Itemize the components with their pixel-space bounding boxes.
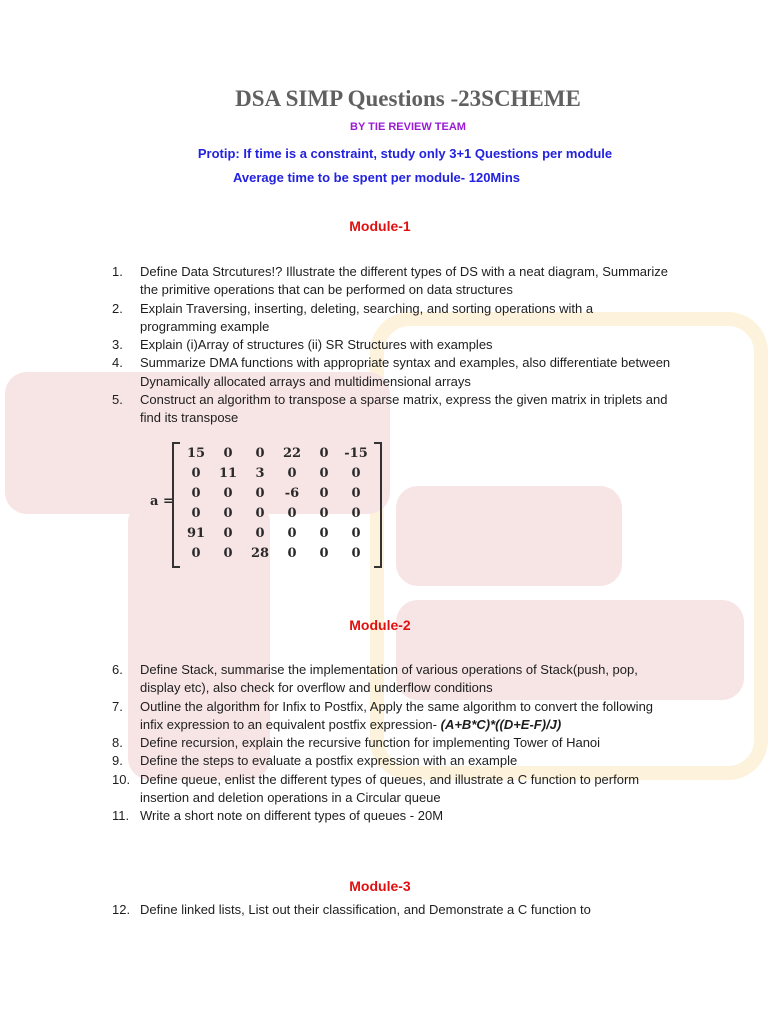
matrix-cell: 0	[319, 466, 329, 481]
question-number: 9.	[112, 753, 123, 769]
question-text: Define linked lists, List out their classification, and Demonstrate a C function to	[140, 902, 591, 917]
matrix-cell: 0	[319, 506, 329, 521]
question-text: Define queue, enlist the different types of queues, and illustrate a C function to perform insertion and deletion operations in a Circular queue	[140, 771, 640, 806]
matrix-cell: -15	[344, 446, 368, 461]
matrix-cell: 0	[287, 526, 297, 541]
question-text: Summarize DMA functions with appropriate syntax and examples, also differentiate between Dynamically allocated arrays and multidimensional arrays	[140, 355, 671, 389]
list-item	[112, 752, 672, 770]
matrix-cell: 15	[186, 446, 206, 461]
matrix-grid	[180, 444, 372, 564]
module-2-heading: Module-2	[349, 617, 411, 633]
list-item	[112, 661, 672, 698]
matrix-cell: 0	[319, 546, 329, 561]
question-number: 11.	[112, 808, 130, 824]
list-item	[112, 336, 672, 354]
question-number: 7.	[112, 698, 123, 714]
matrix-cell: 11	[218, 466, 238, 481]
question-text: Define Data Strcutures!? Illustrate the different types of DS with a neat diagram, Summarize the primitive operations that can be performed on data structures	[140, 264, 668, 298]
infix-expression: (A+B*C)*((D+E-F)/J)	[440, 716, 562, 732]
matrix-cell: 0	[191, 486, 201, 501]
matrix-cell: 0	[351, 506, 361, 521]
question-text	[140, 698, 672, 735]
question-text: Define recursion, explain the recursive function for implementing Tower of Hanoi	[140, 735, 601, 751]
module-3-heading: Module-3	[349, 878, 411, 894]
byline: BY TIE REVIEW TEAM	[350, 121, 466, 133]
question-number: 6.	[112, 662, 123, 677]
matrix-cell: 0	[191, 506, 201, 521]
question-text: Explain Traversing, inserting, deleting, searching, and sorting operations with a programming example	[140, 300, 594, 334]
matrix-cell: 0	[351, 546, 361, 561]
question-text-body: Outline the algorithm for Infix to Postfix, Apply the same algorithm to convert the following infix expression to an equivalent postfix expression-	[140, 698, 654, 732]
matrix-cell: 0	[287, 546, 297, 561]
document-title: DSA SIMP Questions -23SCHEME	[235, 86, 581, 111]
matrix-cell: 0	[319, 446, 329, 461]
module-1-question-list	[112, 263, 672, 428]
list-item	[112, 391, 672, 428]
module-3-question-list	[112, 901, 672, 919]
module-2-question-list	[112, 661, 672, 826]
matrix-cell: 0	[223, 446, 233, 461]
matrix-cell: 0	[223, 486, 233, 501]
question-text: Explain (i)Array of structures (ii) SR Structures with examples	[140, 337, 493, 353]
sparse-matrix-figure	[150, 440, 386, 568]
list-item	[112, 807, 672, 825]
question-number: 3.	[112, 337, 123, 353]
list-item	[112, 263, 672, 300]
matrix-cell: 0	[191, 466, 201, 481]
question-number: 1.	[112, 264, 123, 279]
question-text: Define the steps to evaluate a postfix expression with an example	[140, 753, 518, 769]
matrix-cell: 0	[351, 526, 361, 541]
question-number: 10.	[112, 771, 131, 787]
question-text: Construct an algorithm to transpose a sparse matrix, express the given matrix in triplets and find its transpose	[140, 392, 668, 426]
list-item	[112, 300, 672, 337]
matrix-cell: 0	[223, 546, 233, 561]
protip-note: Protip: If time is a constraint, study only 3+1 Questions per module	[197, 146, 613, 161]
matrix-label: a =	[150, 494, 174, 509]
list-item	[112, 901, 672, 919]
matrix-cell: 0	[255, 506, 265, 521]
question-text: Write a short note on different types of queues - 20M	[140, 808, 444, 824]
module-1-heading: Module-1	[349, 218, 411, 234]
matrix-cell: 0	[255, 526, 265, 541]
matrix-cell: -6	[284, 486, 300, 501]
matrix-cell: 0	[255, 446, 265, 461]
matrix-cell: 0	[191, 546, 201, 561]
matrix-cell: 0	[319, 526, 329, 541]
list-item	[112, 698, 672, 735]
matrix-cell: 0	[255, 486, 265, 501]
question-number: 5.	[112, 392, 123, 408]
matrix-cell: 0	[351, 486, 361, 501]
matrix-cell: 0	[319, 486, 329, 501]
list-item	[112, 734, 672, 752]
question-number: 8.	[112, 735, 123, 751]
matrix-cell: 91	[186, 526, 206, 541]
matrix-cell: 22	[282, 446, 302, 461]
matrix-cell: 0	[223, 526, 233, 541]
left-bracket	[172, 442, 180, 568]
watermark-logo-block	[396, 486, 622, 586]
matrix-cell: 0	[287, 506, 297, 521]
list-item	[112, 771, 672, 808]
matrix-cell: 0	[287, 466, 297, 481]
matrix-cell: 3	[255, 466, 265, 481]
matrix-cell: 0	[223, 506, 233, 521]
matrix-cell: 28	[250, 546, 270, 561]
question-number: 4.	[112, 355, 123, 371]
question-number: 2.	[112, 300, 123, 316]
list-item	[112, 354, 672, 391]
right-bracket	[374, 442, 382, 568]
matrix-cell: 0	[351, 466, 361, 481]
average-time-note: Average time to be spent per module- 120Mins	[233, 170, 521, 185]
question-text: Define Stack, summarise the implementation of various operations of Stack(push, pop, display etc), also check for overflow and underflow conditions	[140, 662, 638, 696]
question-number: 12.	[112, 902, 131, 917]
